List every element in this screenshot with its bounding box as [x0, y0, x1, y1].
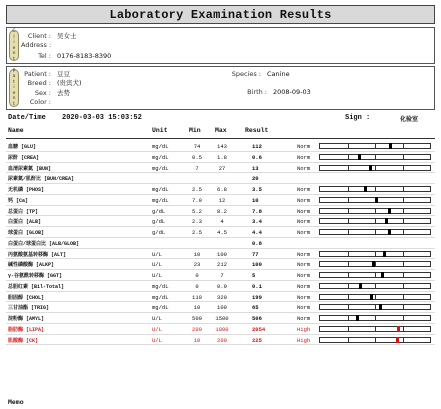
test-max: 6.8 — [217, 186, 227, 193]
gauge-divider — [403, 338, 404, 342]
gauge-divider — [403, 144, 404, 148]
gauge-marker — [372, 261, 375, 267]
test-max: 4.5 — [217, 229, 227, 236]
range-gauge — [319, 315, 431, 321]
gauge-divider — [375, 305, 376, 309]
test-unit: mg/dL — [152, 304, 169, 312]
results-header — [8, 127, 433, 136]
range-gauge — [319, 304, 431, 310]
test-max: 4 — [220, 218, 224, 226]
test-flag: Norm — [297, 218, 311, 226]
test-result: 7.8 — [252, 207, 262, 215]
test-name: 丙氨酸氨基转移酶 [ALT] — [8, 251, 67, 258]
gauge-divider — [403, 187, 404, 191]
test-flag: Norm — [297, 250, 311, 258]
gauge-marker — [379, 304, 382, 310]
gauge-divider — [348, 284, 349, 288]
test-name: 白蛋白 [ALB] — [8, 219, 42, 226]
test-name: 钙 [Ca] — [8, 197, 29, 204]
gauge-divider — [403, 273, 404, 277]
gauge-marker — [388, 208, 391, 214]
gauge-marker — [388, 229, 391, 235]
test-min: 200 — [192, 325, 202, 333]
test-unit: g/dL — [152, 218, 166, 226]
gauge-divider — [348, 273, 349, 277]
test-max: 7 — [220, 272, 224, 279]
gauge-marker — [385, 218, 388, 224]
test-flag: Norm — [297, 186, 311, 193]
test-name: 尿酐 [CREA] — [8, 154, 40, 161]
test-flag: Norm — [297, 153, 311, 161]
test-min: 2.5 — [192, 186, 202, 193]
test-flag: Norm — [297, 282, 311, 290]
gauge-marker — [359, 283, 362, 289]
test-min: 5.2 — [192, 207, 202, 215]
gauge-divider — [348, 338, 349, 342]
test-max: 12 — [218, 196, 226, 204]
test-max: 8.2 — [217, 207, 227, 215]
gauge-marker — [375, 197, 378, 203]
result-row — [6, 292, 435, 303]
column-unit-header: Unit — [152, 127, 168, 134]
gauge-marker — [396, 337, 399, 343]
test-unit: U/L — [152, 250, 162, 258]
test-name: γ-谷氨酰转移酶 [GGT] — [8, 273, 63, 279]
test-result: 2054 — [252, 325, 266, 333]
test-min: 500 — [192, 315, 202, 322]
test-max: 143 — [217, 143, 227, 150]
test-max: 320 — [217, 293, 227, 301]
range-gauge — [319, 251, 431, 257]
tab-letter: n — [12, 96, 16, 102]
gauge-divider — [403, 316, 404, 320]
gauge-divider — [403, 230, 404, 234]
test-unit: mg/dL — [152, 282, 169, 290]
tab-letter: l — [13, 34, 15, 40]
tab-letter: P — [12, 68, 16, 74]
test-unit: g/dL — [152, 207, 166, 215]
test-flag: Norm — [297, 229, 311, 236]
range-gauge — [319, 261, 431, 267]
test-min: 0 — [195, 272, 199, 279]
gauge-divider — [348, 252, 349, 256]
test-unit: g/dL — [152, 229, 166, 236]
test-name: 碱性磷酸酶 [ALKP] — [8, 262, 55, 269]
client-name-value: 吴女士 — [57, 32, 77, 40]
gauge-divider — [348, 327, 349, 331]
range-gauge — [319, 186, 431, 192]
test-name: 无机磷 [PHOS] — [8, 187, 45, 193]
test-min: 74 — [193, 143, 201, 150]
gauge-divider — [348, 144, 349, 148]
patient-color-field — [21, 98, 57, 106]
test-min: 10 — [193, 304, 201, 312]
test-max: 0.9 — [217, 282, 227, 290]
test-max: 1.8 — [217, 153, 227, 161]
result-row — [6, 184, 435, 195]
gauge-divider — [348, 187, 349, 191]
test-result: 3.5 — [252, 186, 262, 193]
gauge-marker — [356, 315, 359, 321]
test-unit: mg/dL — [152, 143, 169, 150]
sign-value: 化验室 — [400, 116, 419, 123]
result-row — [6, 163, 435, 174]
column-name-header: Name — [8, 127, 24, 134]
result-row — [6, 152, 435, 163]
gauge-divider — [375, 273, 376, 277]
gauge-divider — [348, 230, 349, 234]
patient-sex-value: 去势 — [57, 89, 70, 97]
patient-breed-label: Breed : — [27, 79, 51, 87]
results-table — [6, 141, 435, 345]
header-divider — [6, 138, 435, 139]
test-result: 20 — [252, 175, 259, 183]
test-max: 1500 — [215, 315, 229, 322]
test-name: 尿素氮/肌酐比 [BUN/CREA] — [8, 176, 75, 183]
gauge-divider — [375, 166, 376, 170]
test-result: 3.4 — [252, 218, 262, 226]
client-name-field — [21, 31, 77, 40]
test-unit: mg/dL — [152, 153, 169, 161]
column-max-header: Max — [215, 127, 227, 134]
tab-letter: i — [13, 85, 15, 91]
result-row — [6, 195, 435, 206]
gauge-divider — [403, 252, 404, 256]
result-row — [6, 281, 435, 292]
client-tel-field — [21, 52, 111, 60]
tab-letter: e — [12, 90, 16, 96]
test-unit: mg/dL — [152, 186, 169, 193]
test-result: 0.6 — [252, 153, 262, 161]
gauge-divider — [375, 209, 376, 213]
gauge-divider — [375, 252, 376, 256]
patient-birth-field — [237, 88, 311, 96]
test-max: 200 — [217, 336, 227, 344]
patient-name-label: Patient : — [24, 70, 51, 78]
result-row — [6, 238, 435, 249]
test-result: 199 — [252, 293, 262, 301]
gauge-divider — [403, 219, 404, 223]
patient-species-value: Canine — [267, 70, 290, 78]
test-max: 27 — [218, 164, 226, 172]
range-gauge — [319, 337, 431, 343]
result-row — [6, 206, 435, 217]
result-row — [6, 141, 435, 152]
gauge-divider — [403, 166, 404, 170]
test-result: 10 — [252, 196, 259, 204]
range-gauge — [319, 218, 431, 224]
test-unit: mg/dL — [152, 196, 169, 204]
gauge-divider — [375, 230, 376, 234]
patient-species-label: Species : — [231, 70, 261, 78]
test-min: 7.9 — [192, 196, 202, 204]
datetime-value: 2020-03-03 15:03:52 — [62, 114, 142, 122]
test-result: 13 — [252, 164, 259, 172]
test-unit: mg/dL — [152, 164, 169, 172]
gauge-divider — [375, 316, 376, 320]
gauge-divider — [403, 284, 404, 288]
range-gauge — [319, 283, 431, 289]
tab-letter: C — [12, 29, 16, 34]
test-unit: mg/dL — [152, 293, 169, 301]
gauge-divider — [348, 166, 349, 170]
result-row — [6, 173, 435, 184]
tab-letter: t — [13, 79, 15, 85]
test-min: 10 — [193, 250, 201, 258]
gauge-marker — [369, 165, 372, 171]
column-min-header: Min — [189, 127, 201, 134]
test-result: 100 — [252, 261, 262, 269]
range-gauge — [319, 143, 431, 149]
gauge-divider — [348, 316, 349, 320]
client-address-field — [21, 41, 57, 49]
test-name: 脂肪酶 [LIPA] — [8, 326, 45, 333]
test-result: 112 — [252, 143, 262, 150]
test-result: 0.1 — [252, 282, 262, 290]
gauge-divider — [348, 295, 349, 299]
test-max: 100 — [217, 250, 227, 258]
gauge-divider — [403, 198, 404, 202]
gauge-divider — [375, 187, 376, 191]
test-name: 肌酸酶 [CK] — [8, 337, 39, 344]
gauge-divider — [348, 219, 349, 223]
gauge-divider — [403, 155, 404, 159]
client-tel-label: Tel : — [38, 52, 51, 60]
test-name: 淀粉酶 [AMYL] — [8, 316, 45, 322]
test-flag: Norm — [297, 272, 311, 279]
test-min: 0.5 — [192, 153, 202, 161]
result-row — [6, 324, 435, 335]
range-gauge — [319, 229, 431, 235]
gauge-marker — [389, 143, 392, 149]
test-name: 三甘油酯 [TRIG] — [8, 305, 50, 312]
patient-name-value: 豆豆 — [57, 70, 70, 78]
test-flag: Norm — [297, 196, 311, 204]
sign-label: Sign : — [345, 114, 371, 122]
test-name: 球蛋白 [GLOB] — [8, 230, 45, 236]
test-max: 1800 — [215, 325, 229, 333]
gauge-divider — [348, 155, 349, 159]
patient-species-field — [231, 70, 290, 78]
range-gauge — [319, 272, 431, 278]
test-flag: Norm — [297, 207, 311, 215]
client-tab — [9, 30, 19, 61]
test-unit: U/L — [152, 336, 162, 344]
gauge-divider — [348, 198, 349, 202]
test-flag: Norm — [297, 143, 311, 150]
column-result-header: Result — [245, 127, 269, 134]
test-flag: Norm — [297, 293, 311, 301]
gauge-divider — [403, 305, 404, 309]
patient-birth-value: 2008-09-03 — [273, 88, 311, 96]
tab-letter: i — [13, 40, 15, 45]
test-min: 110 — [192, 293, 202, 301]
test-flag: High — [297, 325, 311, 333]
test-name: 胆固醇 [CHOL] — [8, 294, 45, 301]
report-title: Laboratory Examination Results — [6, 5, 435, 24]
test-min: 0 — [195, 282, 199, 290]
test-min: 7 — [195, 164, 199, 172]
range-gauge — [319, 326, 431, 332]
result-row — [6, 249, 435, 260]
test-flag: Norm — [297, 164, 311, 172]
gauge-divider — [403, 295, 404, 299]
test-result: 0.8 — [252, 239, 262, 247]
client-name-label: Client : — [27, 32, 51, 40]
result-row — [6, 335, 435, 346]
gauge-divider — [403, 209, 404, 213]
test-unit: U/L — [152, 325, 162, 333]
result-row — [6, 259, 435, 270]
result-row — [6, 227, 435, 238]
range-gauge — [319, 294, 431, 300]
test-result: 5 — [252, 272, 256, 279]
test-result: 225 — [252, 336, 262, 344]
gauge-divider — [403, 327, 404, 331]
patient-tab — [9, 69, 19, 107]
test-result: 4.4 — [252, 229, 262, 236]
test-name: 血清尿素氮 [BUN] — [8, 165, 52, 172]
test-min: 2.3 — [192, 218, 202, 226]
range-gauge — [319, 165, 431, 171]
tab-letter: t — [13, 101, 15, 107]
patient-breed-value: (贵宾犬) — [57, 79, 82, 87]
gauge-marker — [397, 326, 400, 332]
gauge-marker — [364, 186, 367, 192]
gauge-marker — [383, 251, 386, 257]
range-gauge — [319, 154, 431, 160]
patient-color-label: Color : — [29, 98, 51, 106]
range-gauge — [319, 208, 431, 214]
test-unit: U/L — [152, 261, 162, 269]
test-name: 总胆红素 [Bil-Total] — [8, 283, 65, 290]
patient-info-box — [6, 66, 435, 110]
test-flag: Norm — [297, 261, 311, 269]
test-flag: Norm — [297, 315, 311, 322]
gauge-divider — [375, 155, 376, 159]
result-row — [6, 313, 435, 324]
patient-sex-label: Sex : — [34, 89, 51, 97]
gauge-marker — [381, 272, 384, 278]
test-name: 血糖 [GLU] — [8, 144, 37, 150]
test-result: 506 — [252, 315, 262, 322]
gauge-divider — [375, 219, 376, 223]
gauge-divider — [375, 284, 376, 288]
memo-label: Memo — [8, 399, 24, 406]
gauge-divider — [375, 144, 376, 148]
tab-letter: t — [13, 56, 15, 62]
test-result: 65 — [252, 304, 259, 312]
test-unit: U/L — [152, 315, 162, 322]
test-min: 2.5 — [192, 229, 202, 236]
gauge-marker — [370, 294, 373, 300]
gauge-marker — [358, 154, 361, 160]
client-info-box — [6, 27, 435, 64]
test-max: 212 — [217, 261, 227, 269]
result-row — [6, 302, 435, 313]
patient-breed-field — [21, 78, 82, 87]
test-flag: High — [297, 336, 311, 344]
test-min: 10 — [193, 336, 201, 344]
test-name: 总蛋白 [TP] — [8, 208, 39, 215]
gauge-divider — [348, 305, 349, 309]
gauge-divider — [375, 295, 376, 299]
test-name: 白蛋白/球蛋白比 [ALB/GLOB] — [8, 240, 80, 247]
patient-sex-field — [21, 88, 70, 97]
range-gauge — [319, 197, 431, 203]
test-result: 77 — [252, 250, 259, 258]
gauge-divider — [348, 262, 349, 266]
result-row — [6, 216, 435, 227]
gauge-divider — [375, 327, 376, 331]
gauge-divider — [375, 338, 376, 342]
test-unit: U/L — [152, 272, 162, 279]
test-min: 23 — [193, 261, 201, 269]
gauge-divider — [348, 209, 349, 213]
test-max: 100 — [217, 304, 227, 312]
tab-letter: n — [12, 51, 16, 56]
client-address-label: Address : — [21, 41, 52, 49]
datetime-label: Date/Time — [8, 114, 46, 122]
exam-datetime-row — [8, 114, 433, 123]
result-row — [6, 270, 435, 281]
tab-letter: e — [12, 45, 16, 51]
patient-name-field — [21, 69, 70, 78]
tab-letter: a — [12, 74, 16, 80]
gauge-divider — [403, 262, 404, 266]
test-flag: Norm — [297, 304, 311, 312]
patient-birth-label: Birth : — [247, 88, 267, 96]
client-tel-value: 0176-8183-8390 — [57, 52, 112, 60]
